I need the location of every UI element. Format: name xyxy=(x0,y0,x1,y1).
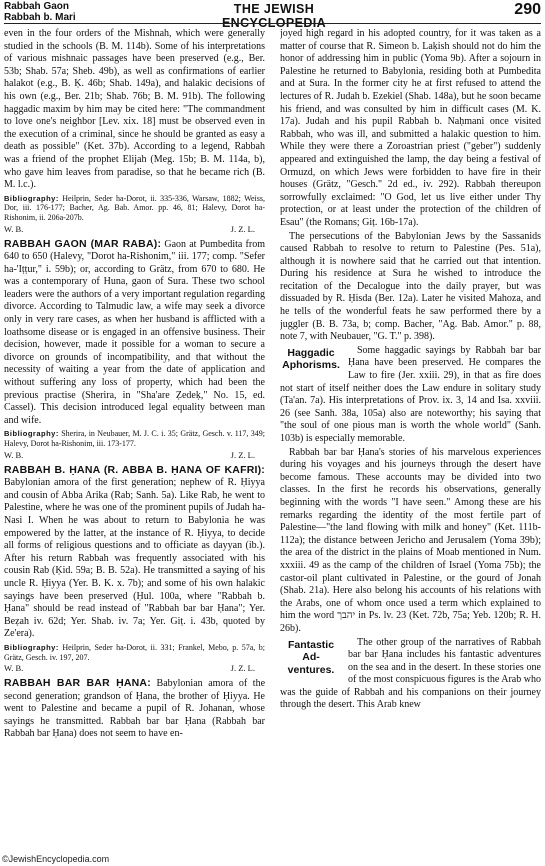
signature-3 xyxy=(4,663,255,673)
entry-title: RABBAH GAON (MAR RABA): xyxy=(4,237,162,250)
entry-rabbah-bar-bar-hana xyxy=(4,677,265,741)
bibliography-3 xyxy=(4,643,265,662)
left-column xyxy=(4,28,265,852)
signature-initials-right: J. Z. L. xyxy=(230,663,255,674)
signature-2 xyxy=(4,450,255,460)
paragraph-haggadic xyxy=(280,345,541,446)
running-head xyxy=(4,2,76,23)
paragraph-text: The other group of the narratives of Rabbah bar bar Ḥana includes his fantastic adventures on the sea and in the desert. In these stories one of the most conspicuous figures is the Arab who was the guide of Rabbah and his companions on their journey through the desert. This Arab knew xyxy=(280,636,541,711)
entry-text: Gaon at Pumbedita from 640 to 650 (Halevy, "Dorot ha-Rishonim," iii. 177; comp. "Sefer ha-'Iṭṭur," i. 59b); or, according to Grätz, from 670 to 680. He was a contemporary of Huna, gaon of Sura. These two school leaders were the authors of a very important regulation regarding divorce. According to Talmudic law, a wife may seek a divorce only in very rare cases, as when her husband is afflicted with a loathsome disease or is engaged in an offensive business. Their decision, however, made it possible for a woman to secure a divorce on grounds of incompatibility, and that without the necessity of waiting a year from the date of application and without suffering any loss of property, which had been the previous practise (Sherira, in "Sha'are Ẓedeḳ," No. 15, ed. Cassel). This decision introduced legal equality between man and wife. xyxy=(4,238,265,426)
side-heading-line: Ad- xyxy=(302,651,320,664)
page-header xyxy=(4,1,541,30)
side-heading-fantastic-adventures xyxy=(280,639,342,677)
site-watermark: ©JewishEncyclopedia.com xyxy=(2,854,110,864)
signature-initials-left: W. B. xyxy=(4,223,24,234)
intro-paragraph: even in the four orders of the Mishnah, which were generally studied in the schools (B. M. 114b). Some of his interpretations of various mishnaic passages have been preserved (e.g., Ber. 53b; Shab. 57a; Sheb. 49b), as well as confirmations of earlier halakot (e.g., B. Ḳ. 46b; Shab. 149a), and halakic decisions of his own (e.g., Ber. 21b; Shab. 76b; B. M. 91b). The following haggadic maxim by him may be cited here: "The commandment to love one's neighbor [Lev. xix. 18] must be observed even in the execution of a criminal, since he should be granted as easy a death as possible" (Ket. 37b). According to a legend, Rabbah was a friend of the prophet Elijah (Meg. 15b; B. M. 114a, b), who gave him leaves from paradise, so that he became rich (B. M. l.c.). xyxy=(4,28,265,191)
entry-rabbah-b-hana xyxy=(4,464,265,641)
running-head-first: Rabbah Gaon xyxy=(4,1,70,12)
side-heading-line: ventures. xyxy=(287,663,335,676)
publication-title: THE JEWISH ENCYCLOPEDIA xyxy=(221,2,327,30)
paragraph-text: Some haggadic sayings by Rabbah bar bar Ḥana have been preserved. He compares the Law to fire (Jer. xxiii. 29), in that as fire does not start of itself neither does the Law endure in solitary study (Ta'an. 7a). His interpretations of Prov. ix. 3, 14 and Isa. xxviii. 26 (see Sanh. 38a, 105a) also are noteworthy; his saying that "the soul of one pious man is worth the whole world" (Sanh. 103b) is especially memorable. xyxy=(280,344,541,444)
paragraph-fantastic xyxy=(280,637,541,713)
signature-initials-right: J. Z. L. xyxy=(230,223,255,234)
right-column xyxy=(280,28,541,852)
side-heading-line: Haggadic xyxy=(287,346,335,359)
page-number: 290 xyxy=(514,1,541,18)
signature-1 xyxy=(4,224,255,234)
bibliography-2 xyxy=(4,429,265,448)
header-rule xyxy=(4,23,541,24)
bibliography-label: Bibliography: xyxy=(4,429,59,439)
entry-title: RABBAH B. ḤANA (R. ABBA B. ḤANA OF KAFRI): xyxy=(4,463,265,476)
entry-rabbah-gaon xyxy=(4,238,265,428)
bibliography-label: Bibliography: xyxy=(4,642,59,652)
bibliography-1 xyxy=(4,194,265,223)
bibliography-label: Bibliography: xyxy=(4,193,59,203)
entry-text: Babylonian amora of the first generation; nephew of R. Ḥiyya and cousin of Abba Arika (Rab; Sanh. 5a). Like Rab, he went to Palestine, where he was one of the prominent pupils of Judah ha-Nasi I. When he was about to return to Babylonia he was empowered by the latter, at the instance of R. Ḥiyya, to decide all forms of religious questions and to officiate as dayyan (ib.). After his return Rabbah was frequently associated with his cousin Rab (Ḳid. 59a; B. B. 52a). He transmitted a saying of his uncle R. Ḥiyya (Yer. B. K. x. 7b); and some of his own halakic sayings have been preserved (Ḥul. 100a, where "Rabbah b. Ḥana" should be read instead of "Rabbah bar bar Ḥana"; Yer. Beẓah iv. 62d; Yer. Shab. iv. 7a; Yer. Giṭ. i. 43b, quoted by Ze'era). xyxy=(4,477,265,640)
signature-initials-left: W. B. xyxy=(4,663,24,674)
bibliography-text: Sherira, in Neubauer, M. J. C. i. 35; Grätz, Gesch. v. 117, 349; Halevy, Dorot ha-Rishonim, iii. 173-177. xyxy=(4,429,265,448)
bibliography-text: Heilprin, Seder ha-Dorot, ii. 331; Frankel, Mebo, p. 57a, b; Grätz, Gesch. iv. 197, 207. xyxy=(4,642,265,662)
running-head-last: Rabbah b. Mari xyxy=(4,11,76,23)
entry-title: RABBAH BAR BAR ḤANA: xyxy=(4,677,151,690)
signature-initials-left: W. B. xyxy=(4,449,24,460)
signature-initials-right: J. Z. L. xyxy=(230,449,255,460)
side-heading-line: Aphorisms. xyxy=(282,359,340,372)
side-heading-haggadic-aphorisms xyxy=(280,347,342,372)
paragraph: joyed high regard in his adopted country, for it was taken as a matter of course that R. Simeon b. Laḳish should not do him the honor of addressing him in public (Yoma 9b). After a sojourn in Palestine he returned to Babylonia, residing both at Pumbedita and at Sura. In the former city he at first refused to attend the lectures of R. Judah b. Ezekiel (Shab. 148a), but he soon became his friend, and was consulted by him in difficult cases (M. K. 17a). Judah and his pupil Rabbah b. Naḥmani once visited Rabbah, who was ill, and submitted a halakic question to him. While they were there a Zoroastrian priest ("geber") suddenly appeared and extinguished the lamp, the day being a festival of Ormuzd, on which Jews were forbidden to have fire in their houses (Grätz, "Gesch." 2d ed., iv. 292). Rabbah thereupon sorrowfully exclaimed: "O God, let us live either under Thy protection, or at least under the protection of the children of Esau" (the Romans; Giṭ. 16b-17a). xyxy=(280,28,541,228)
bibliography-text: Heilprin, Seder ha-Dorot, ii. 335-336, Warsaw, 1882; Weiss, Dor, iii. 176-177; Bacher, Ag. Bab. Amor. pp. 46, 81; Halevy, Dorot ha-Rishonim, ii. 206a-207b. xyxy=(4,193,265,222)
paragraph: Rabbah bar bar Ḥana's stories of his marvelous experiences during his voyages and his journeys through the desert have become famous. These accounts may be divided into two classes. In the first he records his observations, generally beginning with the words "I have seen." Among these are his remarks regarding the identity of the most fertile part of Palestine—"the land flowing with milk and honey" (Ket. 111b-112a); the distance between Jericho and Jerusalem (Yoma 39b); the area of the district in the plains of Moab mentioned in Num. xxxiii. 49 as the camp of the children of Israel (Yoma 75b); the castor-oil plant cultivated in Palestine, or the gourd of Jonah (Shab. 21a). Here also belong his accounts of his relations with the Arabs, one of whom once used a term which explained to him the word יהבך in Ps. lv. 23 (Ket. 72b, 75a; Yeb. 120b; R. H. 26b). xyxy=(280,446,541,634)
side-heading-line: Fantastic xyxy=(287,638,335,651)
paragraph: The persecutions of the Babylonian Jews by the Sassanids caused Rabbah to resolve to return to Palestine (Pes. 51a), although it is nowhere said that he carried out that intention. During his residence at Sura he wished to introduce the recitation of the Decalogue into the daily prayer, but was dissuaded by R. Ḥisda (Ber. 12a). Later he visited Mahoza, and he tells of the wonderful feats he saw performed there by a juggler (B. B. 73a, b; comp. Bacher, "Ag. Bab. Amor." p. 88, note 7, with Neubauer, "G. T." p. 398). xyxy=(280,230,541,343)
entry-text: Babylonian amora of the second generation; grandson of Ḥana, the brother of Ḥiyya. He went to Palestine and became a pupil of R. Johanan, whose sayings he transmitted. Rabbah bar bar Ḥana (Rabbah bar Rabbah bar Ḥana) does not seem to have en- xyxy=(4,678,265,740)
